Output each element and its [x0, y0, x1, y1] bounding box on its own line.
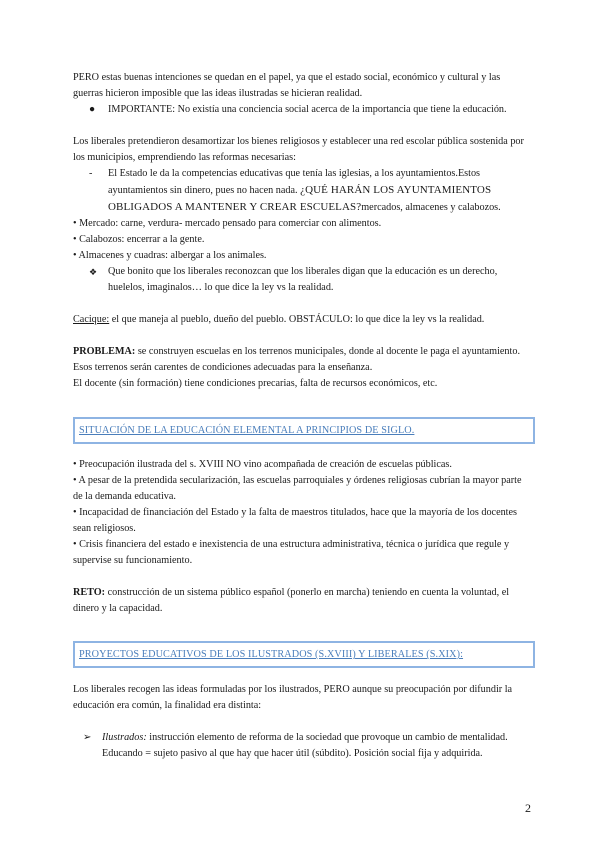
estado-text: El Estado le da la competencias educativas que tenía las iglesias, a los ayuntamientos.Estos ayuntamientos sin dinero, pues no hacen nada.: [108, 168, 481, 196]
problema-text: se construyen escuelas en los terrenos municipales, donde al docente le paga el ayuntamiento. Esos terrenos serán carentes de condiciones adecuadas para la enseñanza.: [73, 346, 520, 373]
arrow-bullet-icon: ➢: [83, 732, 92, 743]
bullet-dot-icon: ●: [89, 104, 96, 115]
problema-paragraph: [73, 344, 531, 376]
liberales-paragraph: Los liberales pretendieron desamortizar los bienes religiosos y establecer una red escolar pública sostenida por los municipios, emprendiendo las reformas necesarias:: [73, 136, 524, 163]
estado-dash-item: [73, 166, 531, 216]
cacique-label: Cacique:: [73, 314, 110, 325]
reto-text: construcción de un sistema público español (ponerlo en marcha) teniendo en cuenta la voluntad, el dinero y la capacidad.: [73, 587, 510, 614]
important-text: IMPORTANTE: No existía una conciencia social acerca de la importancia que tiene la educación.: [108, 104, 507, 115]
almacenes-line: • Almacenes y cuadras: albergar a los animales.: [73, 250, 267, 261]
heading-proyectos-text: PROYECTOS EDUCATIVOS DE LOS ILUSTRADOS (S.XVIII) Y LIBERALES (S.XIX):: [79, 649, 464, 660]
section-heading-situacion: [73, 417, 535, 444]
situacion-point-2: • A pesar de la pretendida secularización, las escuelas parroquiales y órdenes religiosas cubrían la mayor parte de la demanda educativa.: [73, 475, 522, 502]
mercado-line: • Mercado: carne, verdura- mercado pensado para comerciar con alimentos.: [73, 218, 382, 229]
heading-situacion-text: SITUACIÓN DE LA EDUCACIÓN ELEMENTAL A PRINCIPIOS DE SIGLO.: [79, 425, 415, 436]
diamond-text: Que bonito que los liberales reconozcan que los liberales digan que la educación es un derecho, huelelos, imaginalos… lo que dice la ley vs la realidad.: [108, 266, 498, 293]
reto-label: RETO:: [73, 587, 106, 598]
ayuntamientos-question: ¿QUÉ HARÁN LOS AYUNTAMIENTOS OBLIGADOS A MANTENER Y CREAR ESCUELAS?: [108, 184, 492, 213]
intro-paragraph: PERO estas buenas intenciones se quedan en el papel, ya que el estado social, económico y cultural y las guerras hicieron imposible que las ideas ilustradas se hicieran realidad.: [73, 72, 501, 99]
estado-text-end: mercados, almacenes y calabozos.: [361, 202, 501, 213]
cacique-text: el que maneja al pueblo, dueño del pueblo. OBSTÁCULO: lo que dice la ley vs la realidad.: [109, 314, 485, 325]
reto-paragraph: [73, 585, 531, 617]
page-content: [73, 70, 531, 762]
situacion-point-1: • Preocupación ilustrada del s. XVIII NO vino acompañada de creación de escuelas públicas.: [73, 459, 452, 470]
cacique-paragraph: [73, 312, 531, 328]
section-heading-proyectos: [73, 641, 535, 668]
ilustrados-text: instrucción elemento de reforma de la sociedad que provoque un cambio de mentalidad. Educando = sujeto pasivo al que hay que hacer útil (súbdito). Posición social fija y adquirida.: [102, 732, 508, 759]
situacion-point-3: • Incapacidad de financiación del Estado y la falta de maestros titulados, hace que la mayoría de los docentes sean religiosos.: [73, 507, 518, 534]
important-bullet: [73, 102, 531, 118]
recogen-paragraph: Los liberales recogen las ideas formuladas por los ilustrados, PERO aunque su preocupación por difundir la educación era común, la finalidad era distinta:: [73, 684, 513, 711]
calabozos-line: • Calabozos: encerrar a la gente.: [73, 234, 205, 245]
diamond-bullet-icon: ❖: [89, 267, 98, 277]
problema-label: PROBLEMA:: [73, 346, 136, 357]
ilustrados-label: Ilustrados:: [102, 732, 147, 743]
ilustrados-item: [73, 730, 531, 762]
page-number: 2: [525, 801, 531, 815]
docente-line: El docente (sin formación) tiene condiciones precarias, falta de recursos económicos, etc.: [73, 378, 438, 389]
diamond-item: [73, 264, 531, 296]
dash-icon: -: [89, 168, 93, 179]
situacion-point-4: • Crisis financiera del estado e inexistencia de una estructura administrativa, técnica o jurídica que regule y supervise su funcionamiento.: [73, 539, 510, 566]
